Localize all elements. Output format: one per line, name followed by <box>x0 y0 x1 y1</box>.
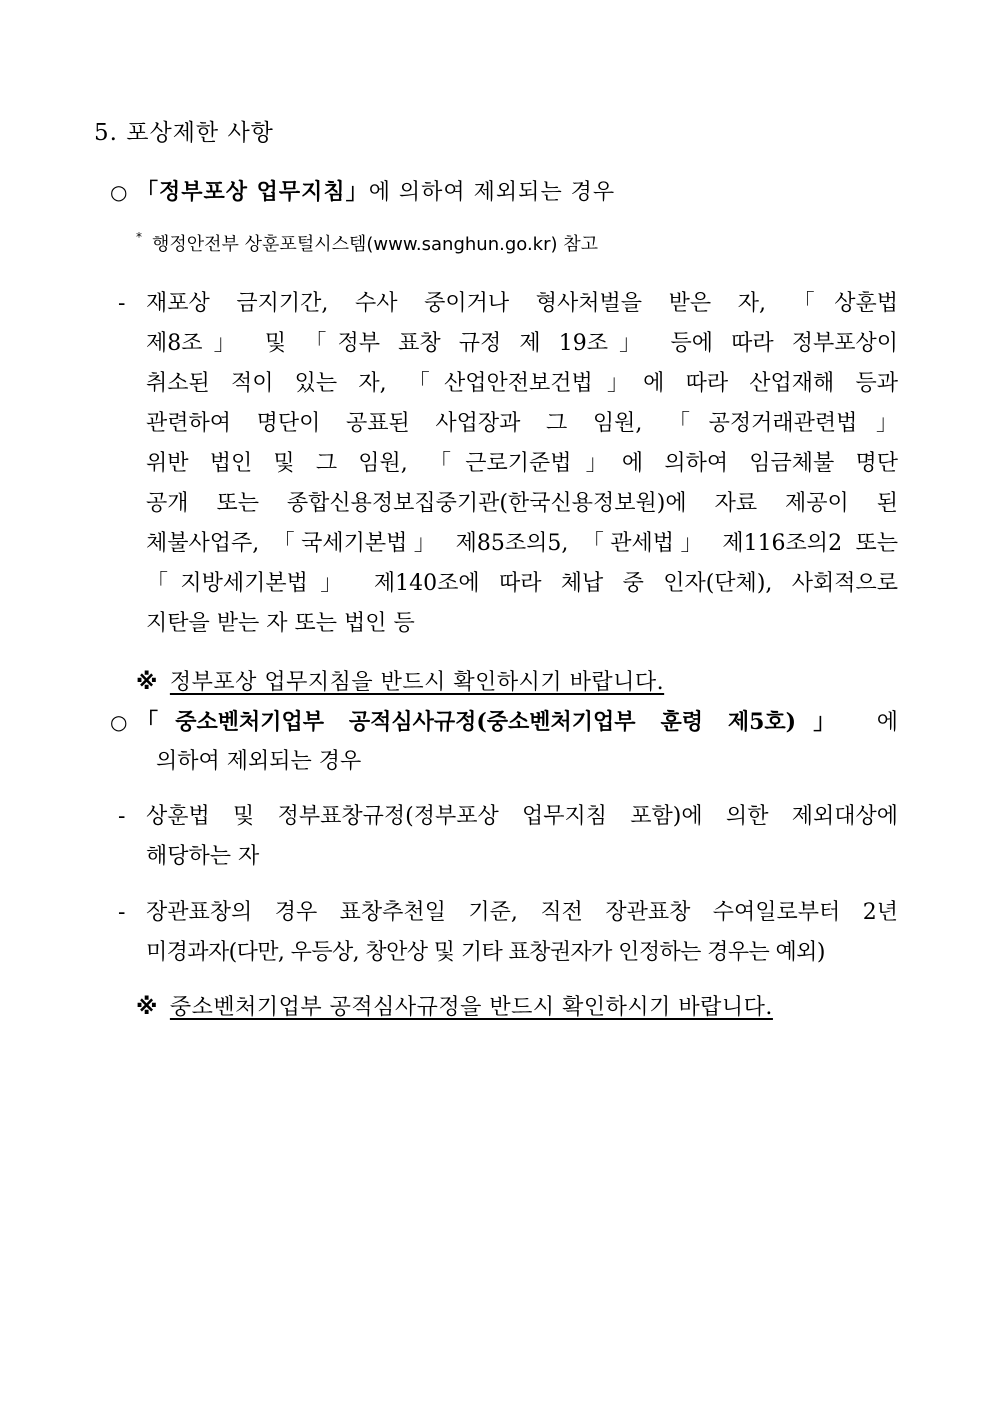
exclusion-list-2 <box>118 797 898 877</box>
guideline-title: 「정부포상 업무지침」 <box>136 179 369 205</box>
dash-bullet: - <box>118 804 126 829</box>
item-awards-guideline <box>110 175 615 206</box>
section-heading: 5. 포상제한 사항 <box>94 120 274 146</box>
exclusion-list-3 <box>118 893 898 973</box>
check-notice-text: 정부포상 업무지침을 반드시 확인하시기 바랍니다. <box>169 670 665 695</box>
check-notice-text: 중소벤처기업부 공적심사규정을 반드시 확인하시기 바랍니다. <box>169 995 773 1020</box>
reference-note-text: 행정안전부 상훈포털시스템(www.sanghun.go.kr) 참고 <box>152 234 599 255</box>
paragraph-line: 해당하는 자 <box>146 844 260 869</box>
dash-bullet: - <box>118 291 126 316</box>
dash-bullet: - <box>118 900 126 925</box>
paragraph-line: 체불사업주, 「국세기본법」 제85조의5, 「관세법」 제116조의2 또는 <box>146 531 898 556</box>
rules-title-line <box>136 702 898 742</box>
check-notice-2 <box>136 990 773 1021</box>
paragraph-line: 상훈법 및 정부표창규정(정부포상 업무지침 포함)에 의한 제외대상에 <box>146 804 898 829</box>
check-notice-1 <box>136 665 664 696</box>
paragraph-line: 관련하여 명단이 공표된 사업장과 그 임원, 「공정거래관련법」 <box>146 411 898 436</box>
asterisk-icon: * <box>136 230 142 244</box>
item-merit-review-rules <box>110 702 898 782</box>
paragraph-line: 지탄을 받는 자 또는 법인 등 <box>146 611 415 636</box>
rules-title-rest: 에 <box>876 710 898 735</box>
guideline-title-rest: 에 의하여 제외되는 경우 <box>368 180 616 205</box>
rules-title: 「중소벤처기업부 공적심사규정(중소벤처기업부 훈령 제5호)」 <box>136 709 853 735</box>
circle-bullet-icon: ○ <box>110 710 128 734</box>
exclusion-list-1 <box>118 284 898 644</box>
reference-note <box>136 230 598 256</box>
paragraph-line: 공개 또는 종합신용정보집중기관(한국신용정보원)에 자료 제공이 된 <box>146 491 898 516</box>
paragraph-line: 「지방세기본법」 제140조에 따라 체납 중 인자(단체), 사회적으로 <box>146 571 898 596</box>
paragraph-line: 위반 법인 및 그 임원, 「근로기준법」에 의하여 임금체불 명단 <box>146 451 898 476</box>
reference-mark-icon: ※ <box>136 995 158 1020</box>
circle-bullet-icon: ○ <box>110 180 129 204</box>
paragraph-line: 제8조」 및 「정부 표창 규정 제 19조」 등에 따라 정부포상이 <box>146 331 898 356</box>
paragraph-line: 취소된 적이 있는 자, 「산업안전보건법」에 따라 산업재해 등과 <box>146 371 898 396</box>
paragraph-line: 재포상 금지기간, 수사 중이거나 형사처벌을 받은 자, 「상훈법 <box>146 291 898 316</box>
paragraph-line: 장관표창의 경우 표창추천일 기준, 직전 장관표창 수여일로부터 2년 <box>146 900 898 925</box>
paragraph-line: 미경과자(다만, 우등상, 창안상 및 기타 표창권자가 인정하는 경우는 예외) <box>146 940 825 965</box>
rules-title-line-2: 의하여 제외되는 경우 <box>156 749 362 774</box>
reference-mark-icon: ※ <box>136 670 158 695</box>
